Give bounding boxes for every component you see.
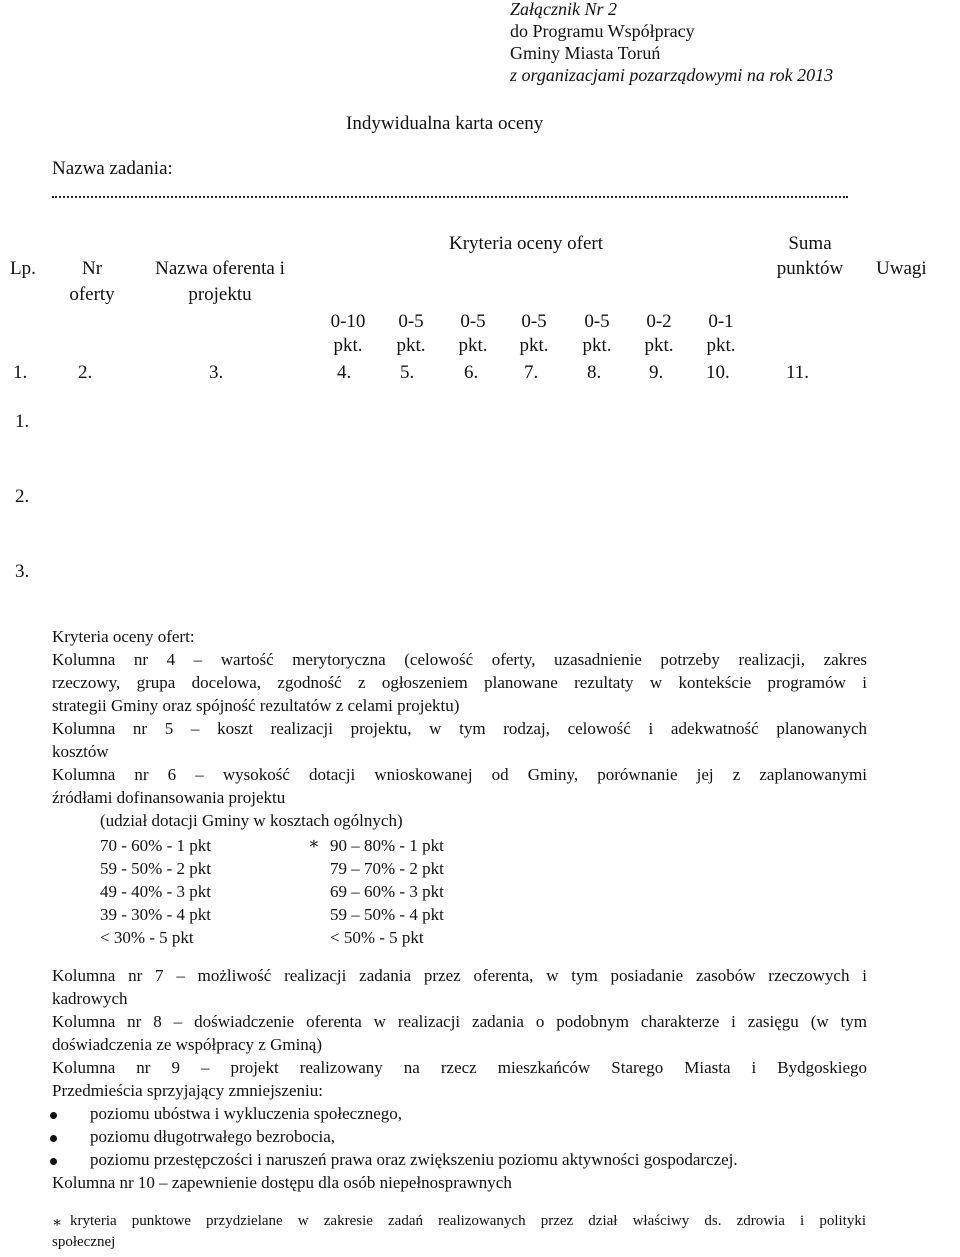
header-oferty: oferty xyxy=(69,284,115,305)
header-nr: Nr xyxy=(81,258,103,279)
attachment-line-1: Załącznik Nr 2 xyxy=(510,0,618,19)
criteria-title: Kryteria oceny ofert: xyxy=(52,627,195,646)
col6-line-1: Kolumna nr 6 – wysokość dotacji wnioskowanej od Gminy, porównanie jej z zaplanowanymi xyxy=(52,765,867,784)
bullet-item: poziomu przestępczości i naruszeń prawa oraz zwiększeniu poziomu aktywności gospodarczej. xyxy=(90,1150,738,1169)
colnum-5: 5. xyxy=(400,362,415,383)
header-lp: Lp. xyxy=(10,258,36,279)
header-sum: Suma xyxy=(788,233,832,254)
attachment-line-2: do Programu Współpracy xyxy=(510,21,695,41)
bullet-icon xyxy=(50,1112,57,1119)
colnum-8: 8. xyxy=(587,362,602,383)
header-criteria: Kryteria oceny ofert xyxy=(449,233,604,254)
range-col-6: 0-5 pkt. xyxy=(458,311,488,356)
range-col-7: 0-5 pkt. xyxy=(519,311,549,356)
row-number-3: 3. xyxy=(15,561,30,582)
range-col-10: 0-1 pkt. xyxy=(706,311,736,356)
range-col-8: 0-5 pkt. xyxy=(582,311,612,356)
col9-line-1: Kolumna nr 9 – projekt realizowany na rzecz mieszkańców Starego Miasta i Bydgoskiego xyxy=(52,1058,867,1077)
colnum-9: 9. xyxy=(649,362,664,383)
header-name: Nazwa oferenta i xyxy=(155,258,285,279)
task-name-dotted-line xyxy=(52,186,848,198)
right-scale-item: 59 – 50% - 4 pkt xyxy=(330,905,444,924)
right-scale-item: 90 – 80% - 1 pkt xyxy=(330,836,444,855)
colnum-11: 11. xyxy=(786,362,810,383)
range-col-9: 0-2 pkt. xyxy=(644,311,674,356)
left-scale-item: < 30% - 5 pkt xyxy=(100,928,194,947)
footnote-line-2: społecznej xyxy=(52,1234,116,1250)
bullet-icon xyxy=(50,1135,57,1142)
range-col-5: 0-5 pkt. xyxy=(396,311,426,356)
col10-line: Kolumna nr 10 – zapewnienie dostępu dla osób niepełnosprawnych xyxy=(52,1173,512,1192)
left-scale-item: 70 - 60% - 1 pkt xyxy=(100,836,211,855)
footnote-star-icon: ∗ xyxy=(52,1215,63,1231)
colnum-4: 4. xyxy=(337,362,352,383)
range-col-4: 0-10 pkt. xyxy=(330,311,366,356)
col5-line-1: Kolumna nr 5 – koszt realizacji projektu, w tym rodzaj, celowość i adekwatność planowanych xyxy=(52,719,867,738)
right-scale-item: 79 – 70% - 2 pkt xyxy=(330,859,444,878)
colnum-7: 7. xyxy=(524,362,539,383)
row-number-2: 2. xyxy=(15,486,30,507)
colnum-3: 3. xyxy=(209,362,224,383)
header-projektu: projektu xyxy=(188,284,252,305)
col4-line-1: Kolumna nr 4 – wartość merytoryczna (celowość oferty, uzasadnienie potrzeby realizacji, zakres xyxy=(52,650,867,669)
left-scale-item: 49 - 40% - 3 pkt xyxy=(100,882,211,901)
attachment-line-3: Gminy Miasta Toruń xyxy=(510,43,661,63)
col8-line-2: doświadczenia ze współpracy z Gminą) xyxy=(52,1035,322,1054)
bullet-icon xyxy=(50,1158,57,1165)
colnum-10: 10. xyxy=(706,362,730,383)
star-icon: ∗ xyxy=(308,834,320,853)
footnote-line-1: kryteria punktowe przydzielane w zakresie zadań realizowanych przez dział właściwy ds. zdrowia i polityki xyxy=(70,1213,866,1229)
header-sum-points: punktów xyxy=(776,258,844,279)
col6-line-2: źródłami dofinansowania projektu xyxy=(52,788,286,807)
left-scale-item: 39 - 30% - 4 pkt xyxy=(100,905,211,924)
colnum-2: 2. xyxy=(78,362,93,383)
card-title: Indywidualna karta oceny xyxy=(346,113,544,134)
attachment-line-4: z organizacjami pozarządowymi na rok 2013 xyxy=(510,65,834,85)
col5-line-2: kosztów xyxy=(52,742,109,761)
colnum-6: 6. xyxy=(464,362,479,383)
row-number-1: 1. xyxy=(15,411,30,432)
share-note: (udział dotacji Gminy w kosztach ogólnych) xyxy=(100,811,403,830)
right-scale-item: 69 – 60% - 3 pkt xyxy=(330,882,444,901)
header-notes: Uwagi xyxy=(876,258,927,279)
col4-line-2: rzeczowy, grupa docelowa, zgodność z ogłoszeniem planowane rezultaty w kontekście programów i xyxy=(52,673,867,692)
colnum-1: 1. xyxy=(13,362,28,383)
left-scale-item: 59 - 50% - 2 pkt xyxy=(100,859,211,878)
right-scale xyxy=(330,834,444,949)
left-scale xyxy=(100,834,211,949)
col8-line-1: Kolumna nr 8 – doświadczenie oferenta w realizacji zadania o podobnym charakterze i zasięgu (w tym xyxy=(52,1012,867,1031)
col9-line-2: Przedmieścia sprzyjający zmniejszeniu: xyxy=(52,1081,323,1100)
task-name-label: Nazwa zadania: xyxy=(52,158,173,179)
col7-line-2: kadrowych xyxy=(52,989,128,1008)
bullet-item: poziomu ubóstwa i wykluczenia społecznego, xyxy=(90,1104,403,1123)
col7-line-1: Kolumna nr 7 – możliwość realizacji zadania przez oferenta, w tym posiadanie zasobów rzeczowych i xyxy=(52,966,867,985)
right-scale-item: < 50% - 5 pkt xyxy=(330,928,424,947)
col4-line-3: strategii Gminy oraz spójność rezultatów z celami projektu) xyxy=(52,696,460,715)
bullet-item: poziomu długotrwałego bezrobocia, xyxy=(90,1127,336,1146)
